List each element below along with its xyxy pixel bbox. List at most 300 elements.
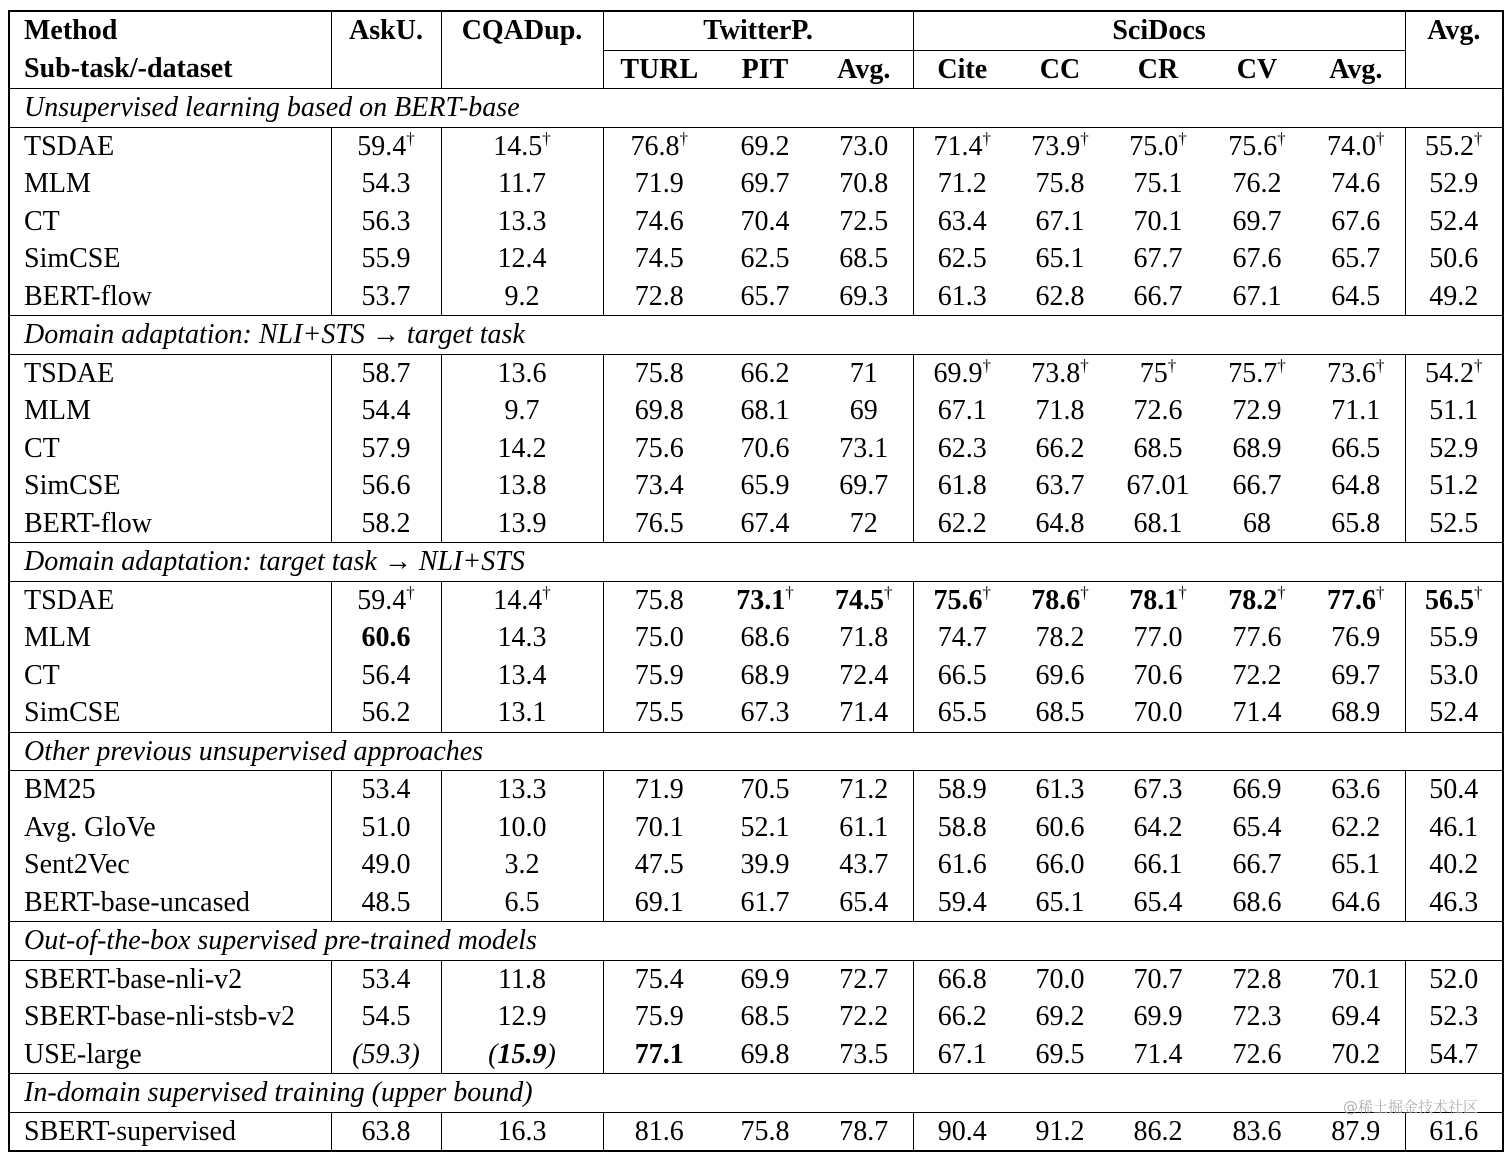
score-cell bbox=[441, 392, 603, 430]
score-value: 66.2 bbox=[937, 1001, 987, 1032]
score-value: 67.3 bbox=[740, 697, 790, 728]
score-cell bbox=[815, 354, 913, 392]
score-value: 40.2 bbox=[1429, 849, 1479, 880]
score-cell bbox=[603, 505, 715, 543]
dagger-mark: † bbox=[982, 582, 992, 602]
score-value: 61.8 bbox=[937, 470, 987, 501]
table-row bbox=[9, 960, 1503, 998]
score-cell bbox=[1405, 165, 1503, 203]
score-value: 52.3 bbox=[1429, 1001, 1479, 1032]
score-value: 86.2 bbox=[1133, 1115, 1183, 1147]
score-cell bbox=[441, 771, 603, 809]
dagger-mark: † bbox=[406, 582, 415, 602]
score-value: 69.8 bbox=[634, 395, 684, 426]
score-cell bbox=[1307, 467, 1405, 505]
score-value: 70.1 bbox=[1133, 205, 1183, 237]
score-cell bbox=[1109, 127, 1207, 165]
score-cell bbox=[331, 127, 441, 165]
score-value: 52.4 bbox=[1429, 697, 1479, 728]
score-value: 65.4 bbox=[839, 886, 889, 918]
score-cell bbox=[715, 278, 815, 316]
score-value: 68 bbox=[1243, 507, 1272, 539]
dagger-mark: † bbox=[1178, 128, 1187, 148]
score-value: 68.1 bbox=[1133, 507, 1183, 539]
table-row bbox=[9, 657, 1503, 695]
score-value: 51.1 bbox=[1429, 395, 1479, 426]
score-cell bbox=[331, 694, 441, 732]
score-value: 53.0 bbox=[1429, 659, 1479, 691]
dagger-mark: † bbox=[542, 128, 551, 148]
score-value: 61.1 bbox=[839, 811, 889, 843]
score-cell bbox=[1109, 846, 1207, 884]
score-cell bbox=[715, 846, 815, 884]
table-row bbox=[9, 467, 1503, 505]
score-cell bbox=[815, 430, 913, 468]
section-title: Out-of-the-box supervised pre-trained models bbox=[9, 922, 1503, 961]
score-value: 69.6 bbox=[1035, 659, 1085, 691]
score-cell bbox=[1307, 809, 1405, 847]
score-value: 57.9 bbox=[361, 432, 411, 464]
header-row-1 bbox=[9, 11, 1503, 50]
score-cell bbox=[1307, 392, 1405, 430]
score-value: 11.7 bbox=[498, 168, 546, 199]
score-cell bbox=[1307, 203, 1405, 241]
score-cell bbox=[815, 998, 913, 1036]
score-cell bbox=[715, 581, 815, 619]
method-name: Sent2Vec bbox=[9, 846, 331, 884]
method-name: SBERT-base-nli-stsb-v2 bbox=[9, 998, 331, 1036]
score-cell bbox=[331, 165, 441, 203]
score-cell bbox=[913, 960, 1011, 998]
score-value: 74.0 bbox=[1327, 130, 1377, 162]
score-value: 70.4 bbox=[740, 205, 790, 237]
method-name: TSDAE bbox=[9, 127, 331, 165]
score-cell bbox=[1207, 278, 1307, 316]
score-cell bbox=[1405, 619, 1503, 657]
score-value: 55.9 bbox=[1429, 622, 1479, 653]
score-cell bbox=[1405, 354, 1503, 392]
score-cell bbox=[1405, 694, 1503, 732]
score-value: 65.1 bbox=[1331, 849, 1381, 880]
score-value: 49.0 bbox=[361, 849, 411, 880]
dagger-mark: † bbox=[1277, 582, 1286, 602]
score-value: 65.5 bbox=[937, 697, 987, 728]
score-value: 66.5 bbox=[937, 659, 987, 691]
score-cell bbox=[1207, 165, 1307, 203]
score-cell bbox=[1207, 809, 1307, 847]
score-cell bbox=[331, 203, 441, 241]
score-cell bbox=[1207, 392, 1307, 430]
score-value: 69.4 bbox=[1331, 1001, 1381, 1032]
score-cell bbox=[331, 240, 441, 278]
score-cell bbox=[913, 203, 1011, 241]
score-value: 51.2 bbox=[1429, 470, 1479, 501]
score-value: 73.1 bbox=[736, 584, 786, 616]
score-value: 11.8 bbox=[498, 963, 546, 995]
score-cell bbox=[715, 467, 815, 505]
score-cell bbox=[441, 430, 603, 468]
score-cell bbox=[1207, 1112, 1307, 1151]
score-cell bbox=[1405, 657, 1503, 695]
score-value: 58.8 bbox=[937, 811, 987, 843]
table-row bbox=[9, 240, 1503, 278]
score-value: 75.6 bbox=[1228, 130, 1278, 162]
score-value: 66.7 bbox=[1133, 280, 1183, 312]
score-value: 74.6 bbox=[634, 205, 684, 237]
score-cell bbox=[1405, 278, 1503, 316]
score-value: 54.7 bbox=[1429, 1038, 1479, 1070]
score-cell bbox=[913, 771, 1011, 809]
score-cell bbox=[331, 771, 441, 809]
score-value: 6.5 bbox=[504, 886, 540, 918]
score-cell bbox=[715, 960, 815, 998]
score-cell bbox=[603, 278, 715, 316]
score-value: 68.9 bbox=[1232, 432, 1282, 464]
score-cell bbox=[715, 1112, 815, 1151]
score-cell bbox=[1405, 430, 1503, 468]
score-cell bbox=[603, 467, 715, 505]
score-cell bbox=[603, 846, 715, 884]
score-cell bbox=[715, 619, 815, 657]
score-value: 61.3 bbox=[1035, 774, 1085, 805]
method-name: BM25 bbox=[9, 771, 331, 809]
score-cell bbox=[441, 619, 603, 657]
score-cell bbox=[603, 430, 715, 468]
score-value: 70.7 bbox=[1133, 963, 1183, 995]
section-title-row bbox=[9, 543, 1503, 582]
score-cell bbox=[1307, 430, 1405, 468]
score-cell bbox=[715, 657, 815, 695]
dagger-mark: † bbox=[679, 128, 688, 148]
score-cell bbox=[1011, 884, 1109, 922]
score-value: 53.4 bbox=[361, 963, 411, 995]
score-cell bbox=[913, 998, 1011, 1036]
score-value: 67.6 bbox=[1232, 243, 1282, 274]
dagger-mark: † bbox=[1080, 128, 1089, 148]
table-row bbox=[9, 998, 1503, 1036]
score-cell bbox=[913, 127, 1011, 165]
score-cell bbox=[913, 657, 1011, 695]
score-value: 14.5 bbox=[493, 130, 543, 162]
score-cell bbox=[1011, 960, 1109, 998]
score-value: 71.4 bbox=[1232, 697, 1282, 728]
score-value: 13.3 bbox=[497, 205, 547, 237]
score-value: 54.5 bbox=[361, 1001, 411, 1032]
score-value: 72 bbox=[849, 507, 878, 539]
score-value: 56.4 bbox=[361, 659, 411, 691]
score-cell bbox=[715, 354, 815, 392]
score-cell bbox=[815, 467, 913, 505]
score-value: 68.5 bbox=[839, 243, 889, 274]
score-value: 63.6 bbox=[1331, 774, 1381, 805]
dagger-mark: † bbox=[1080, 582, 1089, 602]
score-value: 55.2 bbox=[1425, 130, 1475, 162]
score-cell bbox=[331, 354, 441, 392]
dagger-mark: † bbox=[1178, 582, 1187, 602]
section-title-row bbox=[9, 732, 1503, 771]
score-cell bbox=[1109, 884, 1207, 922]
dagger-mark: † bbox=[1277, 128, 1286, 148]
score-value: 62.8 bbox=[1035, 280, 1085, 312]
score-value: 73.8 bbox=[1031, 357, 1081, 389]
score-cell bbox=[1011, 619, 1109, 657]
score-value: 91.2 bbox=[1035, 1115, 1085, 1147]
score-value: 67.4 bbox=[740, 507, 790, 539]
score-cell bbox=[1207, 960, 1307, 998]
score-cell bbox=[715, 1036, 815, 1074]
score-cell bbox=[1307, 846, 1405, 884]
score-value: 69.7 bbox=[1331, 659, 1381, 691]
score-value: 70.8 bbox=[839, 168, 889, 199]
score-cell bbox=[913, 392, 1011, 430]
score-cell bbox=[1109, 809, 1207, 847]
score-value: 70.6 bbox=[740, 432, 790, 464]
score-value: 73.4 bbox=[634, 470, 684, 501]
table-row bbox=[9, 505, 1503, 543]
score-cell bbox=[1207, 694, 1307, 732]
score-value: 52.1 bbox=[740, 811, 790, 843]
method-name: SimCSE bbox=[9, 694, 331, 732]
score-cell bbox=[331, 581, 441, 619]
score-cell bbox=[1307, 657, 1405, 695]
score-value: 46.1 bbox=[1429, 811, 1479, 843]
score-cell bbox=[603, 203, 715, 241]
method-name: BERT-base-uncased bbox=[9, 884, 331, 922]
score-value: 62.2 bbox=[1331, 811, 1381, 843]
score-cell bbox=[815, 278, 913, 316]
score-value: 12.4 bbox=[497, 243, 547, 274]
score-cell bbox=[1307, 581, 1405, 619]
score-value: 74.7 bbox=[937, 622, 987, 653]
score-value: 52.4 bbox=[1429, 205, 1479, 237]
section-title-row bbox=[9, 89, 1503, 128]
score-cell bbox=[1109, 430, 1207, 468]
score-value: 69.3 bbox=[839, 280, 889, 312]
score-value: 67.1 bbox=[937, 1038, 987, 1070]
score-value: 68.1 bbox=[740, 395, 790, 426]
score-value: 52.0 bbox=[1429, 963, 1479, 995]
score-value: 50.6 bbox=[1429, 243, 1479, 274]
section-title: Unsupervised learning based on BERT-base bbox=[9, 89, 1503, 128]
score-cell bbox=[1011, 505, 1109, 543]
score-value: 72.2 bbox=[839, 1001, 889, 1032]
score-cell bbox=[441, 278, 603, 316]
dagger-mark: † bbox=[1376, 355, 1385, 375]
score-value: 73.9 bbox=[1031, 130, 1081, 162]
score-cell bbox=[815, 619, 913, 657]
score-cell bbox=[913, 884, 1011, 922]
score-value: 71.4 bbox=[933, 130, 983, 162]
dagger-mark: † bbox=[1376, 582, 1385, 602]
score-value: 72.6 bbox=[1133, 395, 1183, 426]
dagger-mark: † bbox=[982, 128, 992, 148]
score-value: 69.9 bbox=[933, 357, 983, 389]
score-value: 77.1 bbox=[634, 1038, 684, 1070]
score-value: 71.1 bbox=[1331, 395, 1381, 426]
method-name: CT bbox=[9, 203, 331, 241]
score-cell bbox=[441, 127, 603, 165]
score-cell bbox=[913, 278, 1011, 316]
score-cell bbox=[1405, 505, 1503, 543]
score-value: 68.9 bbox=[740, 659, 790, 691]
score-value: 65.8 bbox=[1331, 507, 1381, 539]
score-cell bbox=[1109, 467, 1207, 505]
score-value: 69.9 bbox=[740, 963, 790, 995]
score-value: 78.6 bbox=[1031, 584, 1081, 616]
score-cell bbox=[715, 203, 815, 241]
score-cell bbox=[331, 809, 441, 847]
score-value: 73.0 bbox=[839, 130, 889, 162]
score-value: 64.8 bbox=[1035, 507, 1085, 539]
score-cell bbox=[331, 430, 441, 468]
score-value: 60.6 bbox=[1035, 811, 1085, 843]
score-value: 9.2 bbox=[504, 280, 540, 312]
score-cell bbox=[1109, 1036, 1207, 1074]
score-value: 71.2 bbox=[937, 168, 987, 199]
score-value: 73.5 bbox=[839, 1038, 889, 1070]
score-cell bbox=[441, 165, 603, 203]
score-cell bbox=[1307, 694, 1405, 732]
score-cell bbox=[441, 809, 603, 847]
score-value: 76.5 bbox=[634, 507, 684, 539]
score-cell bbox=[441, 467, 603, 505]
score-value: 14.3 bbox=[497, 622, 547, 653]
score-cell bbox=[1207, 884, 1307, 922]
dagger-mark: † bbox=[1474, 582, 1483, 602]
score-cell bbox=[715, 165, 815, 203]
score-cell bbox=[603, 1036, 715, 1074]
score-value: 64.6 bbox=[1331, 886, 1381, 918]
table-row bbox=[9, 203, 1503, 241]
score-value: 63.4 bbox=[937, 205, 987, 237]
score-value: 71.2 bbox=[839, 774, 889, 805]
score-cell bbox=[1011, 354, 1109, 392]
score-value: 54.4 bbox=[361, 395, 411, 426]
score-value: 75.0 bbox=[1129, 130, 1179, 162]
cc-header: CC bbox=[1011, 50, 1109, 89]
score-cell bbox=[603, 240, 715, 278]
score-value: 77.6 bbox=[1232, 622, 1282, 653]
score-value: 71.4 bbox=[1133, 1038, 1183, 1070]
score-cell bbox=[331, 960, 441, 998]
score-value: 56.3 bbox=[361, 205, 411, 237]
score-cell bbox=[815, 165, 913, 203]
table-row bbox=[9, 809, 1503, 847]
score-cell bbox=[1109, 165, 1207, 203]
score-value: 62.5 bbox=[740, 243, 790, 274]
score-cell bbox=[603, 165, 715, 203]
dagger-mark: † bbox=[785, 582, 794, 602]
score-value: 65.1 bbox=[1035, 243, 1085, 274]
score-value: 90.4 bbox=[937, 1115, 987, 1147]
score-value: 64.5 bbox=[1331, 280, 1381, 312]
score-value: 76.9 bbox=[1331, 622, 1381, 653]
score-cell bbox=[603, 619, 715, 657]
score-cell bbox=[715, 392, 815, 430]
score-cell bbox=[441, 846, 603, 884]
score-cell bbox=[441, 581, 603, 619]
score-cell bbox=[1109, 1112, 1207, 1151]
table-row bbox=[9, 392, 1503, 430]
method-name: TSDAE bbox=[9, 354, 331, 392]
score-value: 67.3 bbox=[1133, 774, 1183, 805]
score-cell bbox=[603, 127, 715, 165]
section-title-row bbox=[9, 1074, 1503, 1113]
section-title-row bbox=[9, 922, 1503, 961]
score-value: (15.9) bbox=[488, 1038, 556, 1070]
score-value: 75.7 bbox=[1228, 357, 1278, 389]
score-cell bbox=[1307, 960, 1405, 998]
score-value: 66.2 bbox=[740, 357, 790, 389]
score-cell bbox=[1109, 354, 1207, 392]
score-value: 70.2 bbox=[1331, 1038, 1381, 1070]
score-value: 59.4 bbox=[357, 130, 407, 162]
score-value: 66.7 bbox=[1232, 849, 1282, 880]
score-value: 71.8 bbox=[1035, 395, 1085, 426]
score-value: 76.2 bbox=[1232, 168, 1282, 199]
score-cell bbox=[603, 809, 715, 847]
table-row bbox=[9, 619, 1503, 657]
score-value: 63.8 bbox=[361, 1115, 411, 1147]
score-value: 71.9 bbox=[634, 168, 684, 199]
score-value: 12.9 bbox=[497, 1001, 547, 1032]
dagger-mark: † bbox=[884, 582, 893, 602]
table-row bbox=[9, 581, 1503, 619]
score-value: 13.4 bbox=[497, 659, 547, 691]
score-value: 75.4 bbox=[634, 963, 684, 995]
score-value: 65.9 bbox=[740, 470, 790, 501]
score-cell bbox=[715, 505, 815, 543]
score-value: (59.3) bbox=[352, 1038, 420, 1070]
score-value: 76.8 bbox=[630, 130, 680, 162]
score-value: 74.5 bbox=[634, 243, 684, 274]
score-cell bbox=[331, 1112, 441, 1151]
score-cell bbox=[815, 203, 913, 241]
score-value: 67.1 bbox=[1035, 205, 1085, 237]
cite-header: Cite bbox=[913, 50, 1011, 89]
score-cell bbox=[1109, 505, 1207, 543]
score-cell bbox=[441, 960, 603, 998]
score-value: 72.6 bbox=[1232, 1038, 1282, 1070]
score-cell bbox=[1011, 809, 1109, 847]
score-cell bbox=[815, 846, 913, 884]
score-cell bbox=[441, 1036, 603, 1074]
score-value: 75.5 bbox=[634, 697, 684, 728]
score-cell bbox=[1207, 1036, 1307, 1074]
score-cell bbox=[603, 581, 715, 619]
score-value: 3.2 bbox=[504, 849, 540, 880]
score-value: 66.1 bbox=[1133, 849, 1183, 880]
score-value: 75.8 bbox=[1035, 168, 1085, 199]
score-value: 58.9 bbox=[937, 774, 987, 805]
section-title-row bbox=[9, 316, 1503, 355]
table-row bbox=[9, 278, 1503, 316]
score-cell bbox=[603, 771, 715, 809]
score-cell bbox=[1405, 127, 1503, 165]
score-value: 14.4 bbox=[493, 584, 543, 616]
score-value: 62.3 bbox=[937, 432, 987, 464]
score-value: 72.7 bbox=[839, 963, 889, 995]
score-value: 68.6 bbox=[740, 622, 790, 653]
score-cell bbox=[1307, 1112, 1405, 1151]
score-value: 71 bbox=[849, 357, 878, 389]
method-name: SimCSE bbox=[9, 240, 331, 278]
score-cell bbox=[913, 505, 1011, 543]
score-cell bbox=[1207, 846, 1307, 884]
score-cell bbox=[1307, 127, 1405, 165]
score-value: 77.6 bbox=[1327, 584, 1377, 616]
score-value: 75.9 bbox=[634, 1001, 684, 1032]
